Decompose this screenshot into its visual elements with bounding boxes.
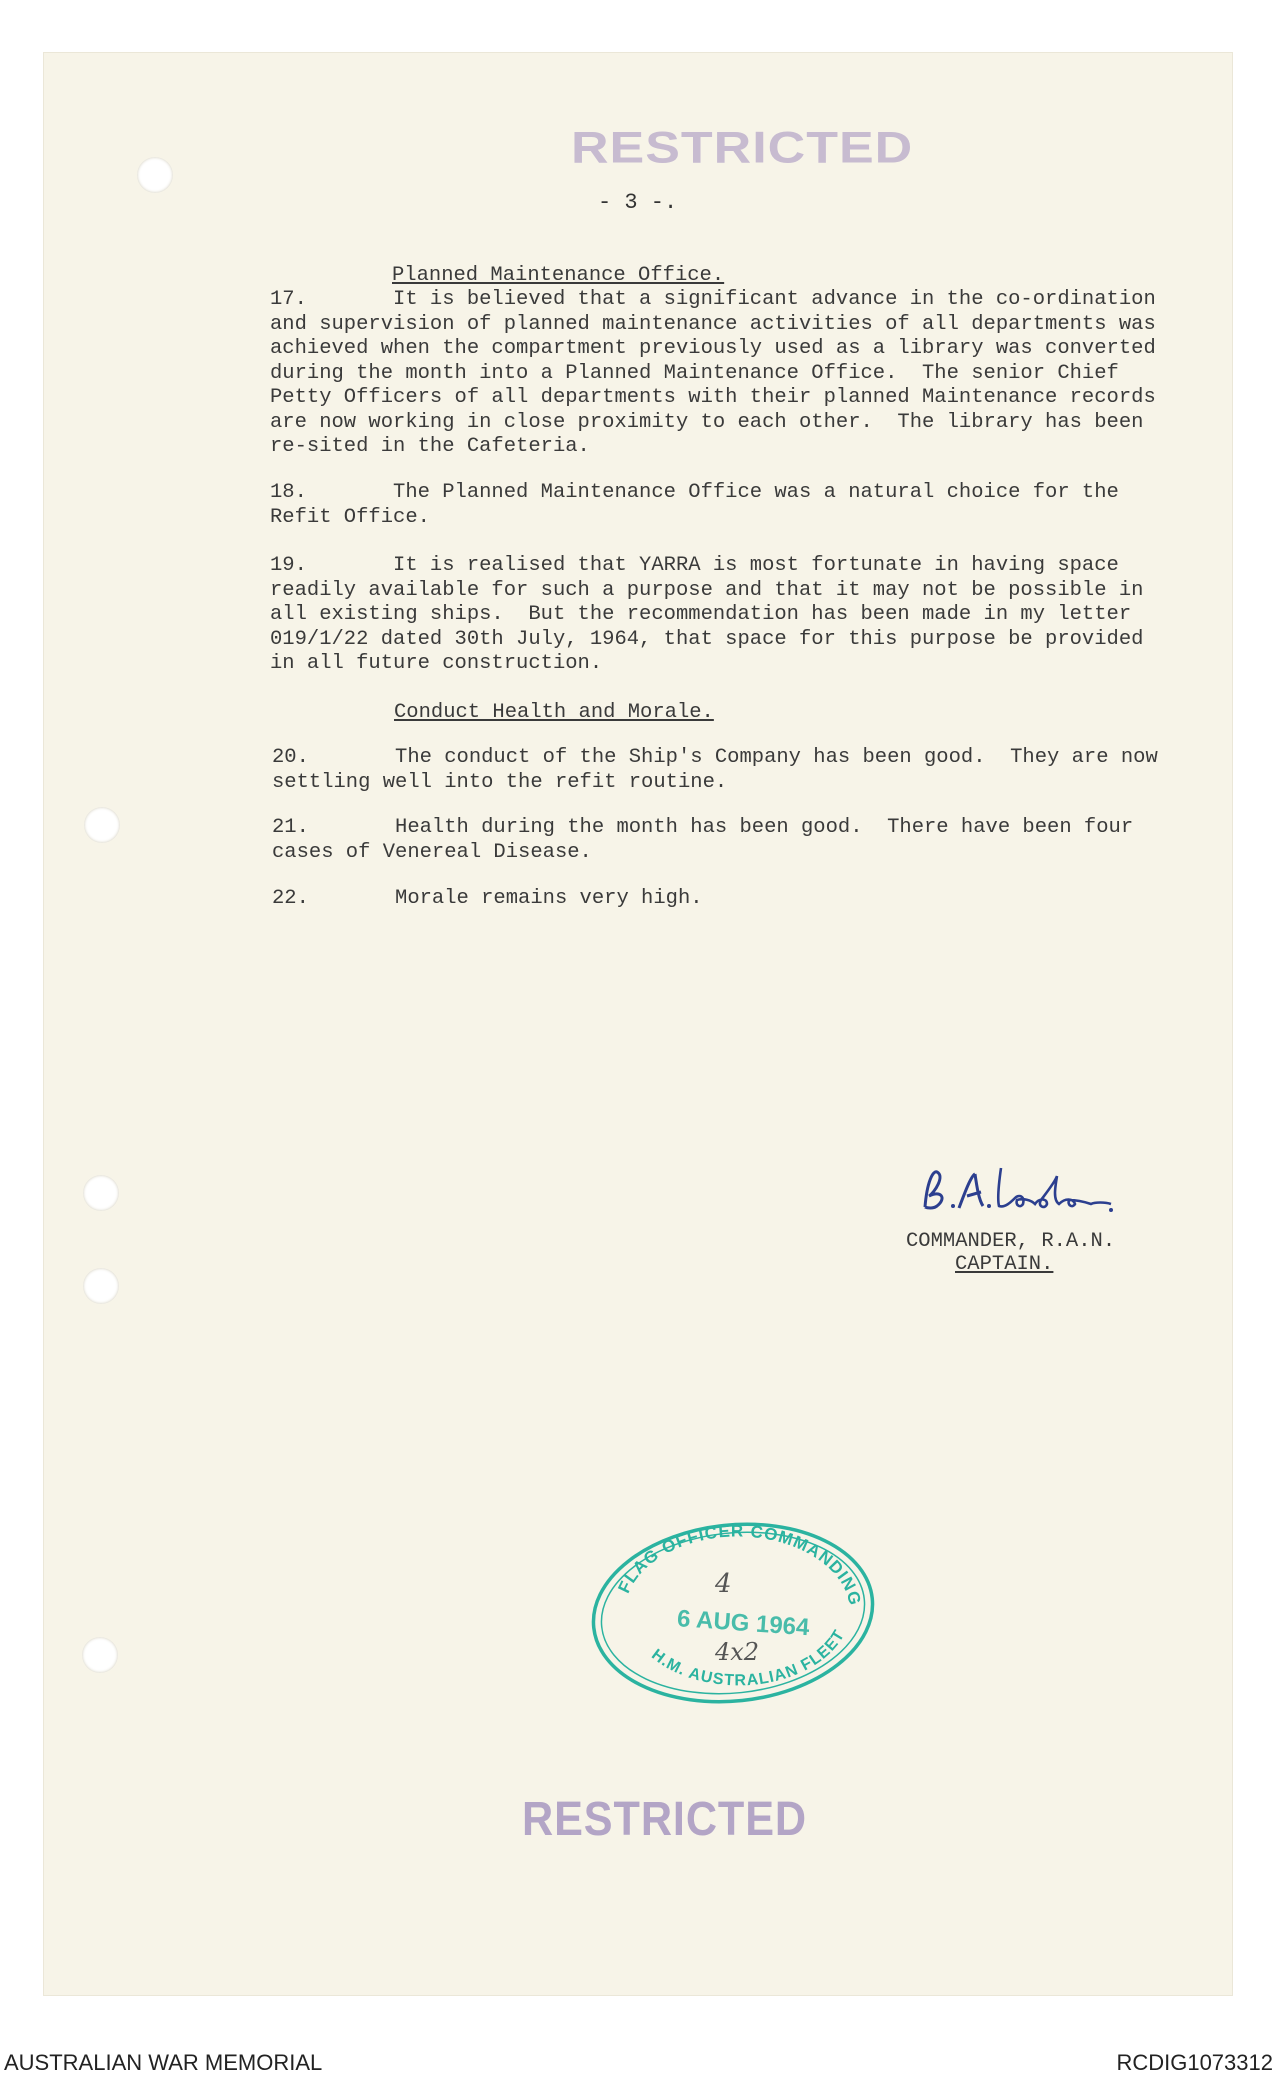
paragraph-17: 17. It is believed that a significant advance in the co-ordination and supervision of planned maintenance activities of all departments was achieved when the compartment previously used as a library was converted during the month into a Planned Maintenance Office. The senior Chief Petty Officers of all departments with their planned Maintenance records are now working in close proximity to each other. The library has been re-sited in the Cafeteria. (270, 288, 1156, 458)
punch-hole (82, 1637, 118, 1673)
punch-hole (84, 807, 120, 843)
restricted-stamp-bottom: RESTRICTED (522, 1793, 808, 1846)
handwritten-signature (915, 1162, 1115, 1222)
section-heading-planned-maintenance: Planned Maintenance Office. (392, 264, 725, 287)
paragraph-22: 22. Morale remains very high. (272, 887, 703, 910)
paragraph-18: 18. The Planned Maintenance Office was a natural choice for the Refit Office. (270, 481, 1119, 529)
signature-title: CAPTAIN. (955, 1253, 1054, 1276)
svg-text:FLAG OFFICER COMMANDING (614, 1521, 864, 1607)
punch-hole (137, 157, 173, 193)
section-heading-conduct: Conduct Health and Morale. (394, 701, 714, 724)
footer-record-id: RCDIG1073312 (1116, 2050, 1273, 2075)
paragraph-19: 19. It is realised that YARRA is most fortunate in having space readily available for such a purpose and that it may not be possible in all existing ships. But the recommendation has been made in my letter 019/1/22 dated 30th July, 1964, that space for this purpose be provided in all future construction. (270, 554, 1144, 675)
paragraph-21: 21. Health during the month has been good. There have been four cases of Venereal Disease. (272, 816, 1134, 864)
signature-rank: COMMANDER, R.A.N. (906, 1230, 1116, 1253)
restricted-stamp-top: RESTRICTED (571, 123, 914, 173)
stamp-date: 6 AUG 1964 (676, 1605, 811, 1642)
footer-source: AUSTRALIAN WAR MEMORIAL (4, 2050, 323, 2075)
punch-hole (83, 1268, 119, 1304)
stamp-handwritten-number: 4 (715, 1569, 732, 1599)
page-number: - 3 -. (598, 190, 678, 215)
received-date-stamp (585, 1518, 880, 1708)
stamp-handwritten-ref: 4x2 (715, 1638, 760, 1666)
stamp-org-top: FLAG OFFICER COMMANDING (614, 1521, 865, 1608)
punch-hole (83, 1175, 119, 1211)
stamp-org-bottom: H.M. AUSTRALIAN FLEET (648, 1626, 849, 1690)
paragraph-20: 20. The conduct of the Ship's Company has been good. They are now settling well into the refit routine. (272, 746, 1158, 794)
